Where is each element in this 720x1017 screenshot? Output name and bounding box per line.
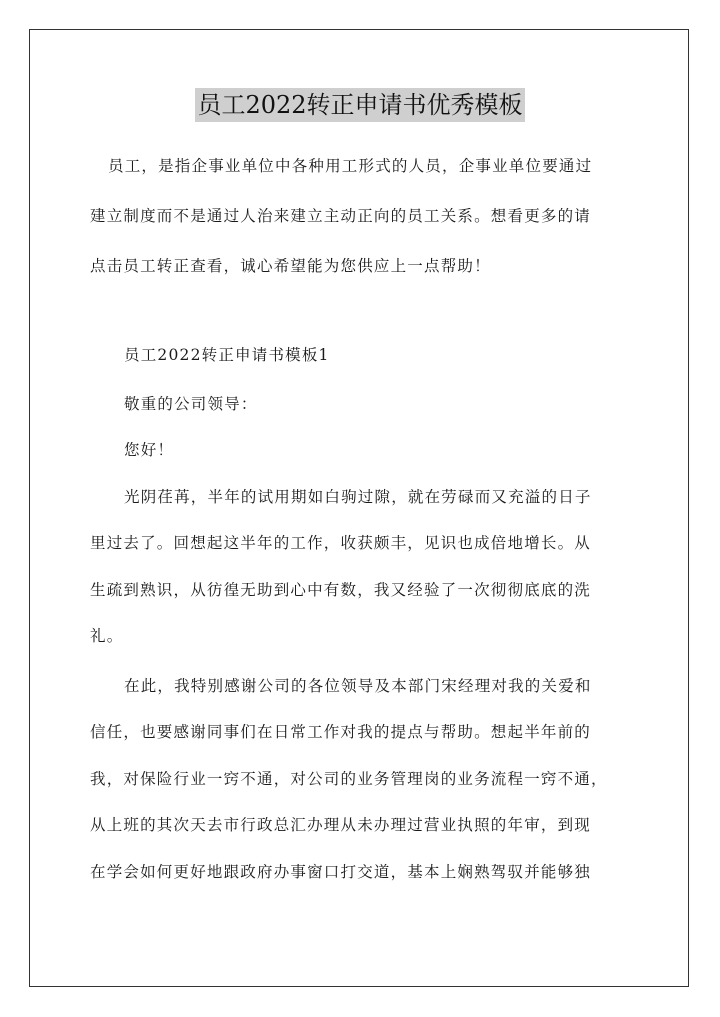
paragraph2-line-3: 我，对保险行业一窍不通，对公司的业务管理岗的业务流程一窍不通， (90, 770, 608, 788)
intro-line-2: 建立制度而不是通过人治来建立主动正向的员工关系。想看更多的请 (90, 207, 592, 225)
section-heading: 员工2022转正申请书模板1 (124, 346, 330, 364)
paragraph1-line-3: 生疏到熟识，从彷徨无助到心中有数，我又经验了一次彻彻底底的洗 (90, 581, 592, 599)
paragraph2-line-4: 从上班的其次天去市行政总汇办理从未办理过营业执照的年审，到现 (90, 816, 592, 834)
intro-line-1: 员工，是指企事业单位中各种用工形式的人员，企事业单位要通过 (108, 157, 593, 175)
paragraph2-line-5: 在学会如何更好地跟政府办事窗口打交道，基本上娴熟驾驭并能够独 (90, 863, 592, 881)
paragraph1-line-4: 礼。 (90, 627, 124, 645)
paragraph1-line-2: 里过去了。回想起这半年的工作，收获颇丰，见识也成倍地增长。从 (90, 534, 592, 552)
document-title: 员工2022转正申请书优秀模板 (195, 88, 524, 122)
greeting: 您好！ (124, 441, 175, 459)
paragraph1-line-1: 光阴荏苒，半年的试用期如白驹过隙，就在劳碌而又充溢的日子 (124, 488, 592, 506)
salutation: 敬重的公司领导： (124, 395, 258, 413)
intro-line-3: 点击员工转正查看，诚心希望能为您供应上一点帮助！ (90, 257, 491, 275)
title-container (0, 88, 720, 122)
paragraph2-line-2: 信任，也要感谢同事们在日常工作对我的提点与帮助。想起半年前的 (90, 723, 592, 741)
paragraph2-line-1: 在此，我特别感谢公司的各位领导及本部门宋经理对我的关爱和 (124, 677, 592, 695)
